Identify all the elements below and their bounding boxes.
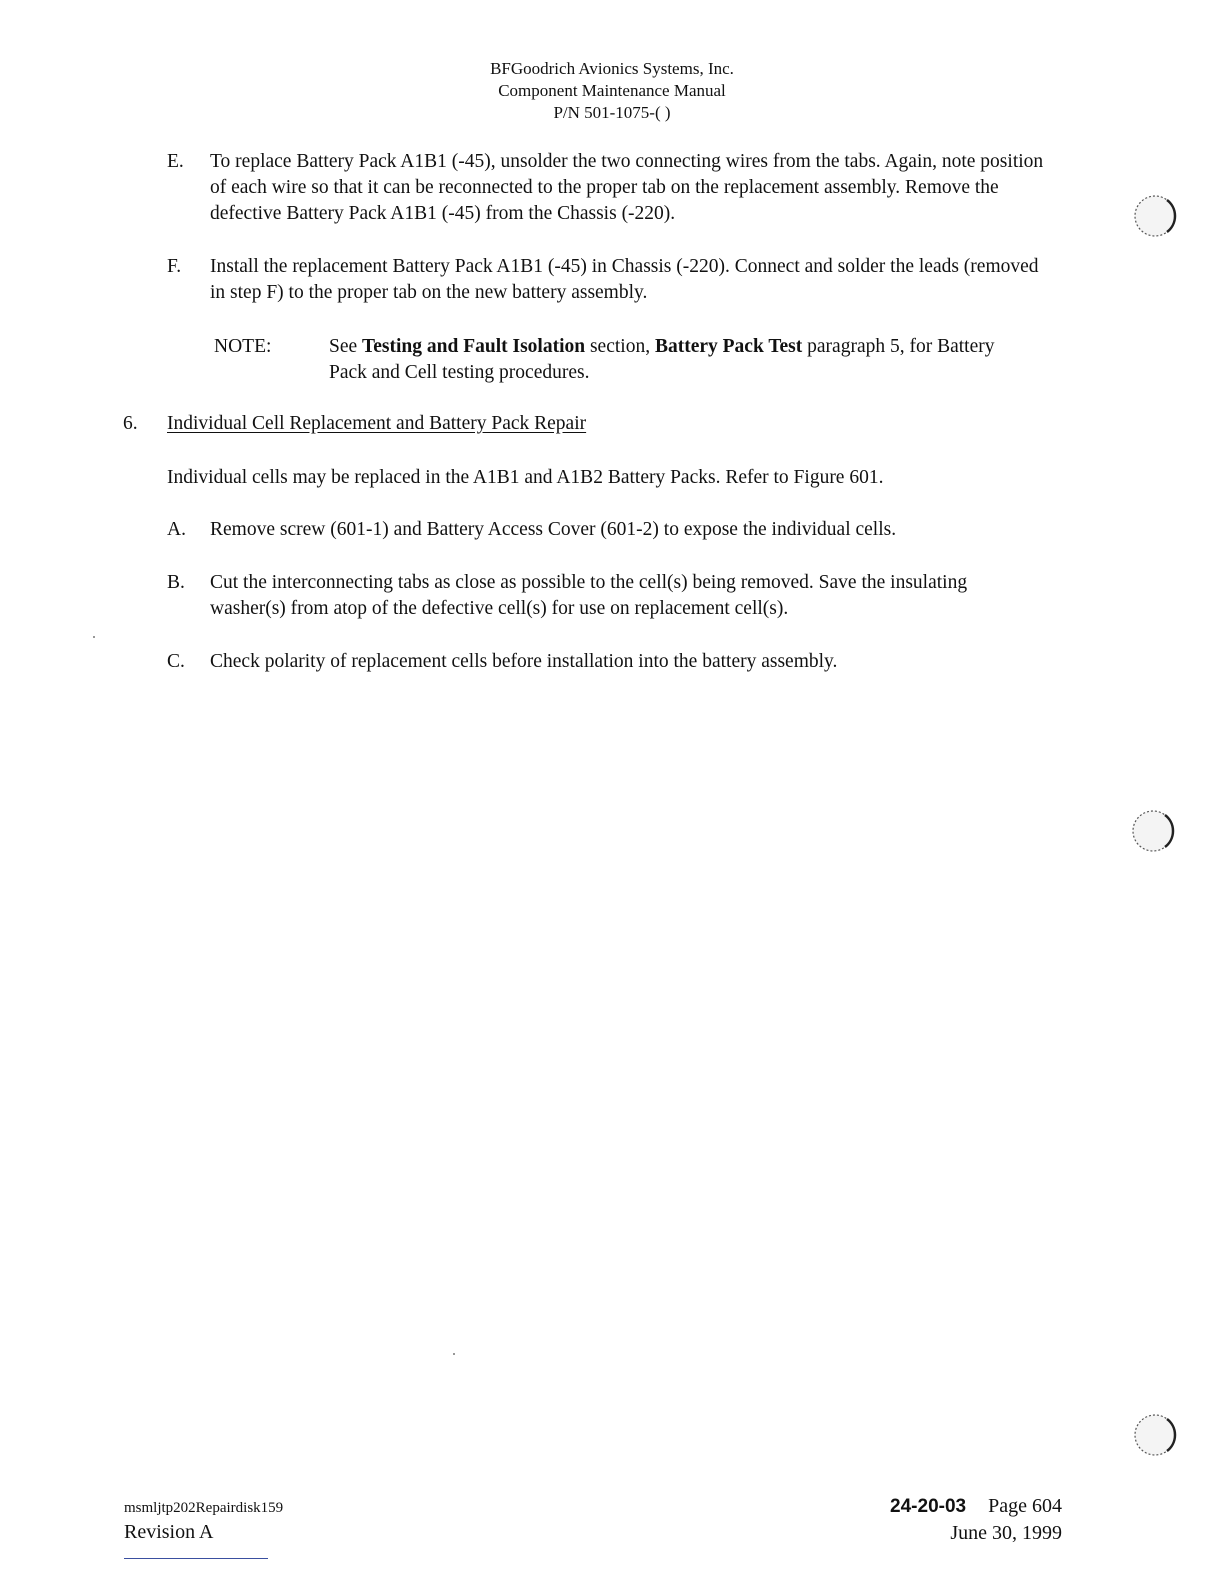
footer-page-line [890,1493,1062,1520]
note-text [329,334,1034,386]
step-letter: C. [167,651,185,672]
note-label: NOTE: [214,336,272,357]
manual-title: Component Maintenance Manual [498,81,726,100]
part-number: P/N 501-1075-( ) [553,103,671,122]
step-text: Remove screw (601-1) and Battery Access Cover (601-2) to expose the individual cells. [210,519,897,540]
step-letter: E. [167,151,184,172]
step-f [167,254,1047,306]
section-number: 6. [123,413,138,434]
revision-date: June 30, 1999 [950,1522,1062,1544]
step-letter: A. [167,519,186,540]
note-mid: section, [585,336,655,357]
note-bold-testing: Testing and Fault Isolation [362,336,586,357]
step-letter: B. [167,572,185,593]
footer-left [124,1498,283,1546]
footer-right [890,1493,1062,1546]
step-c [167,649,1047,675]
step-text: Cut the interconnecting tabs as close as possible to the cell(s) being removed. Save the insulating washer(s) from atop of the defective cell(s) for use on replacement cell(s). [210,572,968,619]
note-bold-battery-test: Battery Pack Test [654,336,803,357]
company-name: BFGoodrich Avionics Systems, Inc. [490,59,734,78]
scan-speck [453,1353,455,1355]
section-intro: Individual cells may be replaced in the A1B1 and A1B2 Battery Packs. Refer to Figure 601. [167,467,884,488]
step-letter: F. [167,256,182,277]
file-code: msmljtp202Repairdisk159 [124,1500,284,1516]
step-text: Check polarity of replacement cells before installation into the battery assembly. [210,651,838,672]
note-pre: See [329,336,363,357]
step-b [167,570,1047,622]
note-post: paragraph 5, for Battery Pack and Cell testing procedures. [329,336,995,383]
punch-hole-icon [1127,1410,1183,1460]
note-block [214,334,1034,386]
step-text: Install the replacement Battery Pack A1B1 (-45) in Chassis (-220). Connect and solder the leads (removed in step F) to the proper tab on the new battery assembly. [210,256,1039,303]
step-text: To replace Battery Pack A1B1 (-45), unsolder the two connecting wires from the tabs. Again, note position of each wire so that it can be reconnected to the proper tab on the replacement assembly. Remove the defective Battery Pack A1B1 (-45) from the Chassis (-220). [210,151,1044,224]
footer-rule [124,1558,268,1559]
step-e [167,149,1047,227]
section-title: Individual Cell Replacement and Battery Pack Repair [167,413,587,434]
page-header [0,58,1224,124]
punch-hole-icon [1125,806,1181,856]
page-number: Page 604 [988,1495,1062,1517]
revision-label: Revision A [124,1521,214,1543]
scan-speck [93,636,95,638]
punch-hole-icon [1127,190,1183,240]
step-a [167,517,1047,543]
ata-code: 24-20-03 [890,1496,967,1517]
